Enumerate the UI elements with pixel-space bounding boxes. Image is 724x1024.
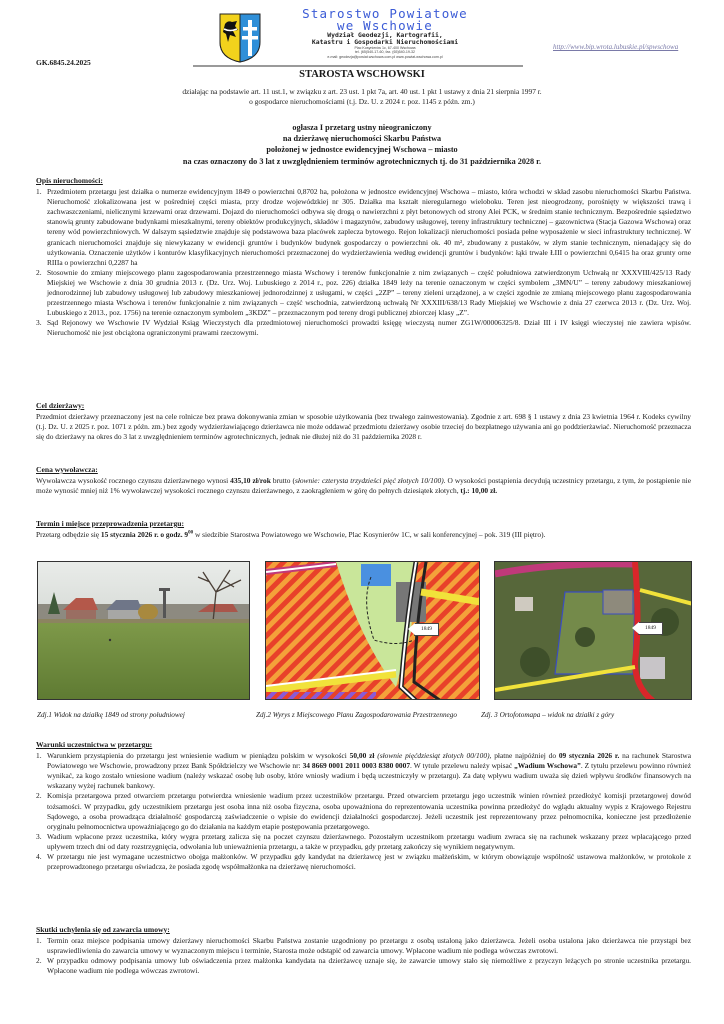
figure-caption: Zdj.1 Widok na działkę 1849 od strony południowej: [37, 711, 185, 719]
section-heading: Warunki uczestnictwa w przetargu:: [36, 740, 153, 749]
section-heading: Termin i miejsce przeprowadzenia przetargu:: [36, 519, 185, 528]
list-item: 2. Komisja przetargowa przed otwarciem przetargu potwierdza wniesienie wadium przez uczestników przetargu. Przed otwarciem przetargu jego uczestnik winien również przedłożyć komisji przetargowej dowód tożsamości. W przypadku, gdy uczestnikiem przetargu jest osoba inna niż osoba fizyczna, osoba upoważniona do reprezentowania uczestnika powinna przedłożyć do wglądu aktualny wypis z Krajowego Rejestru Sądowego, a osoba prowadząca działalność gospodarczą zaświadczenie o wpisie do ewidencji działalności gospodarczej. Jeżeli uczestnik jest reprezentowany przez pełnomocnika, konieczne jest przedłożenie oryginału pełnomocnictwa upoważniającego go do działania na każdym etapie postępowania przetargowego.: [36, 791, 691, 831]
office-name-line2: we Wschowie: [337, 18, 433, 33]
section-participation-conditions: [36, 740, 691, 872]
list-item: 1. Termin oraz miejsce podpisania umowy dzierżawy nieruchomości Skarbu Państwa zostanie uzgodniony po przetargu z osobą ustaloną jako dzierżawca. Jeżeli osoba ustalona jako dzierżawca nie przystąpi bez usprawiedliwienia do zawarcia umowy w wyznaczonym miejscu i terminie, Starosta może odstąpić od zawarcia umowy. Wpłacone wadium nie podlega wówczas zwrotowi.: [36, 936, 691, 956]
figure-caption: Zdj. 3 Ortofotomapa – widok na działki z góry: [481, 711, 615, 719]
department-line2: Katastru i Gospodarki Nieruchomościami: [311, 38, 459, 46]
authority-title: STAROSTA WSCHOWSKI: [299, 69, 425, 80]
parcel-label: 1849: [414, 623, 439, 636]
list-item: 2. Stosownie do zmiany miejscowego planu zagospodarowania przestrzennego miasta Wschowy i terenów funkcjonalnie z nim związanych – część południowa zatwierdzonym Uchwałą nr XXXVIII/425/13 Rady Miejskiej we Wschowie z dnia 30 grudnia 2013 r. (Dz. Urz. Woj. Lubuskiego z 2014 r., poz. 226) działka 1849 leży na terenie oznaczonym w części symbolem „3MN/U” – tereny zabudowy mieszkaniowej jednorodzinnej lub zabudowy usługowej lub zabudowy mieszkaniowej jednorodzinnej z usługami, w części „2ZP” – tereny zieleni urządzonej, a w części zgodnie ze zmianą miejscowego planu zagospodarowania przestrzennego miasta Wschowa i terenów funkcjonalnie z nim związanych – część wschodnia, zatwierdzoną uchwałą Nr XXXIII/638/13 Rady Miejskiej we Wschowie z dnia 27 czerwca 2013 r. (Dz. Urz. Woj. Lubuskiego z 2013., poz. 1756) na terenie oznaczonym symbolem „3KDZ” – przeznaczonym pod tereny drogi publicznej zbiorczej klasy „Z”.: [36, 267, 691, 318]
legal-basis: [0, 87, 724, 107]
list-item: 2. W przypadku odmowy podpisania umowy lub oświadczenia przez małżonka kandydata na dzierżawcę uznaje się, że zawarcie umowy stało się niemożliwe z przyczyn leżących po stronie uczestnika przetargu. Wpłacone wadium nie podlega wówczas zwrotowi.: [36, 956, 691, 976]
deposit-amount: 50,00 zł: [349, 751, 375, 761]
property-description-list: [36, 187, 691, 338]
section-date-place: [36, 519, 691, 540]
section-evasion-consequences: [36, 925, 691, 976]
section-heading: Skutki uchylenia się od zawarcia umowy:: [36, 925, 170, 934]
list-item: 1. Przedmiotem przetargu jest działka o numerze ewidencyjnym 1849 o powierzchni 0,8702 ha, położona w jednostce ewidencyjnej Wschowa – miasto, która wchodzi w skład zasobu nieruchomości Skarbu Państwa. Nieruchomość zlokalizowana jest w pośredniej części miasta, przy drodze wojewódzkiej nr 305. Działka ma kształt nieregularnego wieloboku. Teren jest nieogrodzony, porośnięty w większości trawą i zachwaszczeniami, nielicznymi krzewami oraz drzewami. Dojazd do nieruchomości odbywa się drogą o nawierzchni z płyt betonowych od strony Alei PCK, w średnim stanie technicznym. Bezpośrednie sąsiedztwo stanowią grunty zabudowane budynkami mieszkalnymi, tereny obiektów produkcyjnych, składów i magazynów, zabudowy usługowej, tereny infrastruktury technicznej – gazownictwa (Stacja Gazowa Wschowa) oraz tereny wód powierzchniowych. W dalszym sąsiedztwie znajduje się podstawowa baza placówek zaplecza bytowego. Rejon lokalizacji nieruchomości posiada pełne wyposażenie w sieci infrastruktury technicznej. W granicach nieruchomości znajduje się niewykazany w ewidencji gruntów i budynków budynek gospodarczy o powierzchni ok. 40 m², zbudowany z pustaków, w złym stanie technicznym, nienadający się do użytkowania. Oznaczenie użytków i konturów klasyfikacyjnych nieruchomości przeznaczonej do wydzierżawienia według ewidencji gruntów i budynków: łąki trwałe ŁIII o powierzchni 0,6415 ha oraz grunty orne RIIIa o powierzchni 0,2287 ha: [36, 187, 691, 267]
parcel-label: 1849: [638, 622, 663, 635]
field-photo-image: [38, 562, 250, 700]
zoning-plan-map: [265, 561, 480, 700]
section-lease-purpose: [36, 401, 691, 442]
office-phone: tel. (65)540-17-60, fax. (65)540-19-32: [354, 50, 416, 55]
section-heading: Cena wywoławcza:: [36, 465, 98, 474]
orthophoto-map: [494, 561, 692, 700]
deposit-deadline: 09 stycznia 2026 r.: [558, 751, 620, 761]
letterhead-divider: [193, 65, 523, 67]
announcement-title: [0, 122, 724, 167]
date-place-text: Przetarg odbędzie się 15 stycznia 2026 r. o godz. $9^{00}$ w siedzibie Starostwa Powiatowego we Wschowie, Plac Kosynierów 1C, w sali konferencyjnej – pok. 319 (III piętro).: [36, 530, 546, 540]
office-address: Plac Kosynierów 1c, 67-400 Wschowa: [354, 46, 416, 50]
starting-price-amount: 435,10 zł/rok: [230, 476, 271, 486]
list-item: 1. Warunkiem przystąpienia do przetargu jest wniesienie wadium w pieniądzu polskim w wysokości 50,00 zł (słownie pięćdziesiąt złotych 00/100), płatne najpóźniej do 09 stycznia 2026 r. na rachunek Starostwa Powiatowego we Wschowie, prowadzony przez Bank Spółdzielczy we Wschowie nr: 34 8669 0001 2011 0003 8380 0007. W tytule przelewu należy wpisać „Wadium Wschowa”. Z tytułu przelewu powinno również wynikać, za kogo zostało wniesione wadium (należy wskazać osobę lub osoby, które wniosły wadium i będą uczestniczyły w przetargu). Za datę wpływu wadium uważa się dzień wpływu środków finansowych na wskazany wyżej rachunek bankowy.: [36, 751, 691, 791]
evasion-consequences-list: [36, 936, 691, 976]
office-name-line1: Starostwo Powiatowe: [302, 6, 468, 21]
office-email-www: e-mail: geodezja@powiat.wschowa.com.pl www.powiat-wschowa.com.pl: [327, 54, 443, 59]
min-bid: tj.: 10,00 zł.: [460, 486, 498, 496]
legal-basis-line2: o gospodarce nieruchomościami (t.j. Dz. U. z 2024 r. poz. 1145 z późn. zm.): [249, 97, 475, 106]
coat-of-arms-icon: [218, 12, 262, 64]
starting-price-text: Wywoławcza wysokość rocznego czynszu dzierżawnego wynosi 435,10 zł/rok brutto (słownie: czterysta trzydzieści pięć złotych 10/100). O wysokości postąpienia decydują uczestnicy przetargu, z tym, że postąpienie nie może wynosić mniej niż 1% wywoławczej wysokości rocznego czynszu dzierżawnego, z zaokrągleniem w górę do pełnych dziesiątek złotych, tj.: 10,00 zł.: [36, 476, 691, 496]
lease-purpose-text: Przedmiot dzierżawy przeznaczony jest na cele rolnicze bez prawa dokonywania zmian w sposobie użytkowania (bez trwałego zainwestowania). Zgodnie z art. 698 § 1 ustawy z dnia 23 kwietnia 1964 r. Kodeks cywilny (t.j. Dz. U. z 2025 r. poz. 1071 z późn. zm.) bez zgody wydzierżawiającego dzierżawca nie może oddawać przedmiotu dzierżawy osobie trzeciej do bezpłatnego używania ani go poddzierżawiać. Nieruchomość przeznacza się do dzierżawy na okres do 3 lat z uwzględnieniem terminów agrotechnicznych, jednak nie dłużej niż do 31 października 2028 r.: [36, 412, 691, 442]
section-heading: Opis nieruchomości:: [36, 176, 103, 185]
participation-conditions-list: [36, 751, 691, 872]
list-item: 3. Wadium wpłacone przez uczestnika, który wygra przetarg zalicza się na poczet czynszu dzierżawnego. Pozostałym uczestnikom przetargu wadium zwraca się na rachunek wskazany przez wpłacającego przed upływem trzech dni od daty rozstrzygnięcia, odwołania lub unieważnienia przetargu, a także w przypadku, gdy przetarg zakończy się wynikiem negatywnym.: [36, 831, 691, 851]
case-number: GK.6845.24.2025: [36, 58, 91, 67]
legal-basis-line1: działając na podstawie art. 11 ust.1, w związku z art. 23 ust. 1 pkt 7a, art. 40 ust. 1 pkt 1 ustawy z dnia 21 sierpnia 1997 r.: [182, 87, 542, 96]
announcement-line2: na dzierżawę nieruchomości Skarbu Państwa: [282, 134, 442, 144]
section-property-description: [36, 176, 691, 339]
bank-account-number: 34 8669 0001 2011 0003 8380 0007: [302, 761, 411, 771]
section-heading: Cel dzierżawy:: [36, 401, 85, 410]
photo-parcel-view: [37, 561, 250, 700]
section-starting-price: [36, 465, 691, 496]
auction-datetime: 15 stycznia 2026 r. o godz. $9^{00}$: [100, 530, 194, 540]
list-item: 4. W przetargu nie jest wymagane uczestnictwo obojga małżonków. W przypadku gdy kandydat na dzierżawcę jest w związku małżeńskim, w którym obowiązuje wspólność ustawowa małżonków, w protokole z przeprowadzonego przetargu oświadcza, że posiada zgodę współmałżonka na dzierżawę nieruchomości.: [36, 852, 691, 872]
announcement-line4: na czas oznaczony do 3 lat z uwzględnieniem terminów agrotechnicznych tj. do 31 października 2028 r.: [182, 156, 542, 166]
announcement-line1: ogłasza I przetarg ustny nieograniczony: [292, 123, 432, 132]
list-item: 3. Sąd Rejonowy we Wschowie IV Wydział Ksiąg Wieczystych dla przedmiotowej nieruchomości prowadzi księgę wieczystą numer ZG1W/00006325/8. Dział III i IV księgi wieczystej nie zawiera wpisów. Nieruchomość nie jest obciążona ograniczonymi prawami rzeczowymi.: [36, 318, 691, 338]
transfer-title: „Wadium Wschowa”: [514, 761, 581, 771]
zoning-plan-image: [266, 562, 480, 700]
bip-link[interactable]: http://www.bip.wrota.lubuskie.pl/spwschowa: [553, 43, 679, 51]
letterhead: [270, 8, 500, 59]
department-line1: Wydział Geodezji, Kartografii,: [327, 31, 443, 39]
figure-caption: Zdj.2 Wyrys z Miejscowego Planu Zagospodarowania Przestrzennego: [256, 711, 457, 719]
announcement-line3: położonej w jednostce ewidencyjnej Wschowa – miasto: [266, 145, 458, 155]
